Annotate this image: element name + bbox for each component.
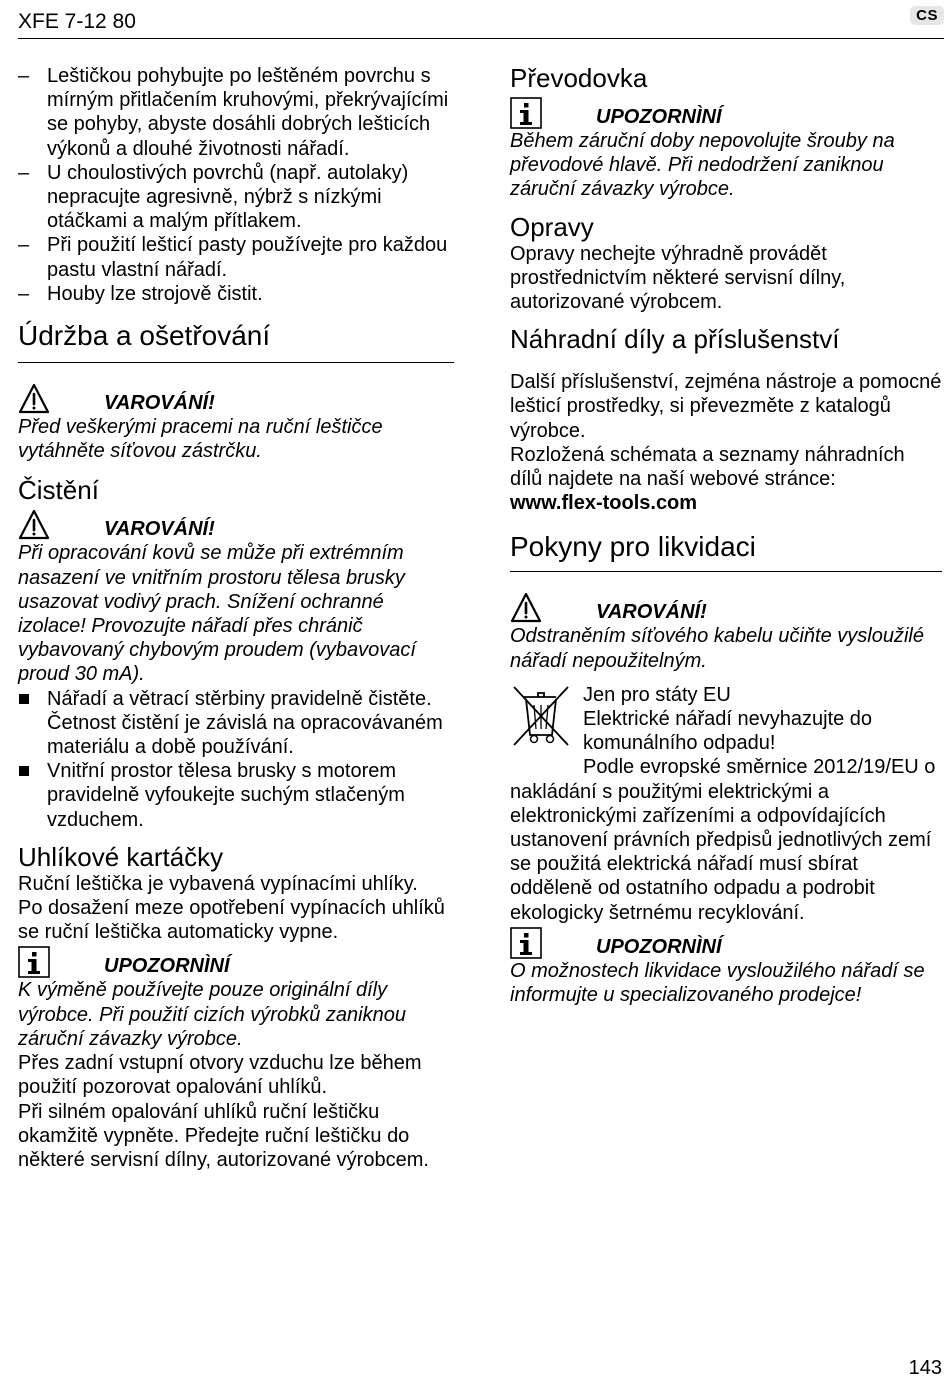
eu-only-label: Jen pro státy EU (583, 683, 731, 706)
dash-list-item: – Houby lze strojově čistit. (18, 282, 454, 306)
brushes-heading: Uhlíkové kartáčky (18, 841, 224, 872)
maintenance-warning-header (18, 381, 454, 415)
warning-text: Před veškerými pracemi na ruční leštičce vytáhněte síťovou zástrčku. (18, 416, 383, 463)
warning-triangle-icon (510, 592, 542, 624)
header-divider (18, 38, 944, 39)
page-number: 143 (908, 1357, 942, 1379)
disposal-notice-header (510, 925, 942, 959)
warning-text: Při opracování kovů se může při extrémním nasazení ve vnitřním prostoru tělesa brusky usazovat vodivý prach. Snížení ochranné izolace! Provozujte nářadí přes chránič vybavovaný chybovým proudem (vybavovací proud 30 mA). (18, 542, 416, 686)
maintenance-heading: Údržba a ošetřování (18, 320, 454, 363)
info-icon (18, 946, 50, 978)
notice-title: UPOZORNÌNÍ (596, 935, 722, 958)
dash-list-item: – Při použití lešticí pasty používejte pro každou pastu vlastní nářadí. (18, 233, 454, 281)
right-column (510, 63, 942, 1007)
cleaning-warning-header (18, 507, 454, 541)
warning-triangle-icon (18, 383, 50, 415)
disposal-warning-header (510, 590, 942, 624)
language-badge: CS (910, 6, 944, 25)
paragraph: Rozložená schémata a seznamy náhradních dílů najdete na naší webové stránce: (510, 443, 905, 491)
gearbox-notice-header (510, 95, 942, 129)
paragraph: Přes zadní vstupní otvory vzduchu lze během použití pozorovat opalování uhlíků. (18, 1052, 422, 1099)
cleaning-heading: Čistění (18, 475, 99, 506)
info-icon (510, 927, 542, 959)
paragraph: Podle evropské směrnice 2012/19/EU o nakládání s použitými elektrickými a elektronickými zařízeními a odpovídajících ustanovení právních předpisů jednotlivých zemí se použitá elektrická nářadí musí sbírat odděleně od ostatního odpadu a podrobit ekologicky šetrnému recyklování. (510, 756, 936, 924)
notice-title: UPOZORNÌNÍ (104, 955, 230, 978)
gearbox-heading: Převodovka (510, 63, 648, 93)
disposal-heading: Pokyny pro likvidaci (510, 531, 942, 572)
notice-text: O možnostech likvidace vysloužilého nářadí se informujte u specializovaného prodejce! (510, 959, 925, 1007)
paragraph: Při silném opalování uhlíků ruční leštičku okamžitě vypněte. Předejte ruční leštičku do některé servisní dílny, autorizované výrobcem. (18, 1100, 429, 1171)
weee-block (510, 683, 942, 756)
warning-title: VAROVÁNÍ! (104, 518, 215, 541)
spares-heading: Náhradní díly a příslušenství (510, 324, 840, 355)
notice-title: UPOZORNÌNÍ (596, 106, 722, 128)
repairs-heading: Opravy (510, 211, 594, 242)
bullet-item: Nářadí a větrací stěrbiny pravidelně čistěte. Četnost čistění je závislá na opracovávaném materiálu a době používání. (18, 687, 454, 760)
warning-title: VAROVÁNÍ! (596, 601, 707, 624)
bullet-item: Vnitřní prostor tělesa brusky s motorem pravidelně vyfoukejte suchým stlačeným vzduchem. (18, 759, 454, 832)
dash-list-item: – Leštičkou pohybujte po leštěném povrchu s mírným přitlačením kruhovými, překrývajícími se pohyby, abyste dosáhli dobrých lešticích výkonů a dlouhé životnosti nářadí. (18, 64, 454, 161)
warning-text: Odstraněním síťového kabelu učiňte vysloužilé nářadí nepoužitelným. (510, 625, 924, 672)
notice-text: Během záruční doby nepovolujte šrouby na převodové hlavě. Při nedodržení zaniknou záruční závazky výrobce. (510, 130, 895, 201)
left-column (18, 64, 454, 1172)
paragraph: Další příslušenství, zejména nástroje a pomocné lešticí prostředky, si převezměte z katalogů výrobce. (510, 371, 942, 442)
paragraph: Ruční leštička je vybavená vypínacími uhlíky. (18, 872, 418, 895)
brushes-notice-header (18, 944, 454, 978)
dash-list-item: – U choulostivých povrchů (např. autolaky) nepracujte agresivně, nýbrž s nízkými otáčkami a malým přítlakem. (18, 161, 454, 234)
notice-text: K výměně používejte pouze originální díly výrobce. Při použití cizích výrobků zaniknou záruční závazky výrobce. (18, 979, 406, 1050)
paragraph: Opravy nechejte výhradně provádět prostřednictvím některé servisní dílny, autorizované výrobcem. (510, 242, 846, 314)
document-model-title: XFE 7-12 80 (18, 10, 136, 33)
website-link[interactable]: www.flex-tools.com (510, 492, 698, 515)
paragraph: Elektrické nářadí nevyhazujte do komunálního odpadu! (583, 708, 873, 755)
warning-title: VAROVÁNÍ! (104, 392, 215, 415)
info-icon (510, 97, 542, 129)
crossed-out-bin-icon (510, 683, 572, 749)
paragraph: Po dosažení meze opotřebení vypínacích uhlíků se ruční leštička automaticky vypne. (18, 897, 445, 944)
warning-triangle-icon (18, 509, 50, 541)
